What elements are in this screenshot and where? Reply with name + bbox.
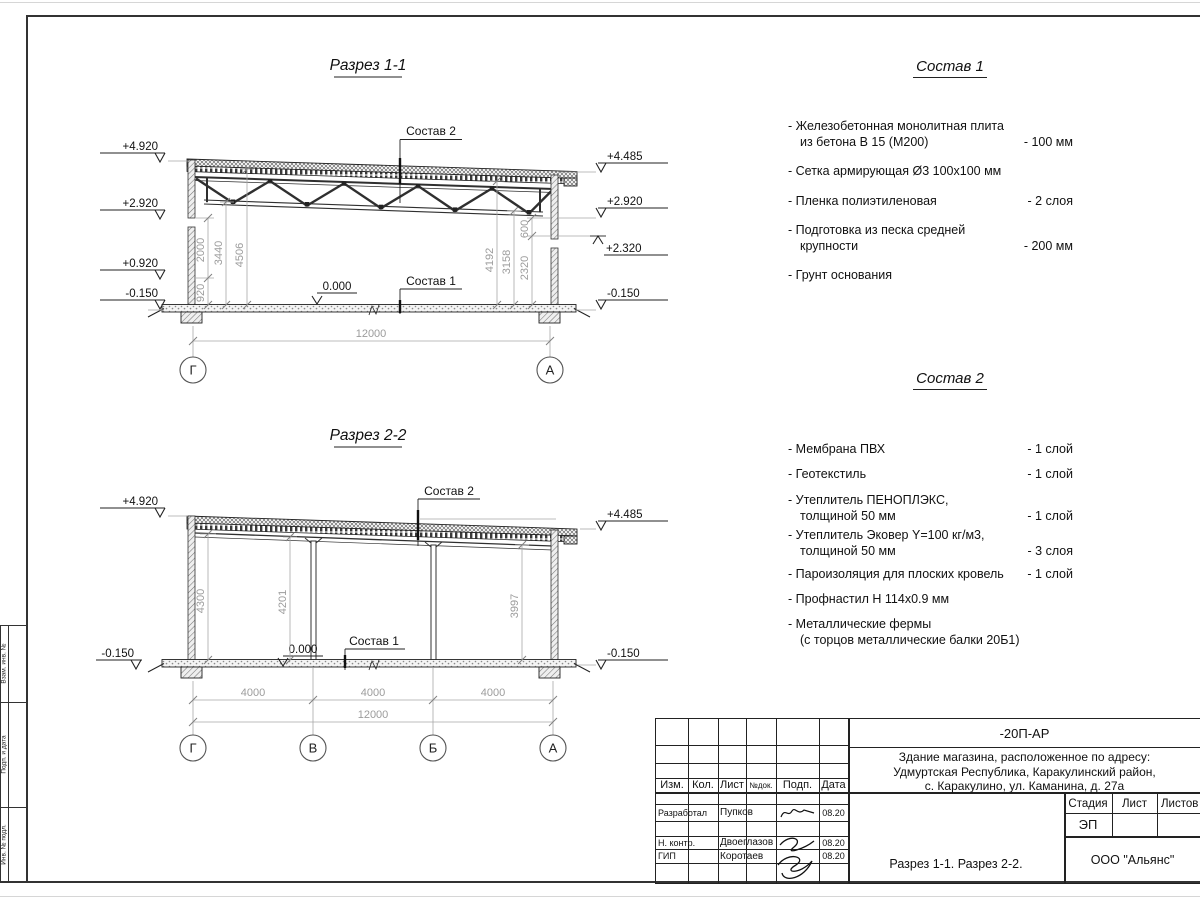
floor (148, 660, 590, 679)
stage-label: Стадия (1068, 797, 1108, 810)
section-2-2 (96, 427, 668, 761)
name-developer: Пупков (720, 807, 753, 818)
list-item: - Профнастил Н 114х0.9 мм (788, 592, 950, 606)
footing-left (181, 312, 202, 323)
axis-label: В (308, 740, 318, 756)
col-izm: Изм. (660, 779, 684, 791)
floor (148, 305, 590, 324)
title-block (655, 718, 1200, 884)
date-developer: 08.20 (822, 807, 845, 818)
footing-right (539, 312, 560, 323)
role-gip: ГИП (658, 851, 676, 861)
svg-text:12000: 12000 (355, 328, 387, 340)
sostav2-title: Состав 2 (880, 370, 1020, 390)
roof-truss (194, 177, 554, 216)
elevations-right (590, 151, 668, 309)
svg-text:Состав 2: Состав 2 (424, 484, 474, 498)
side-strip-label: Подп. и дата (0, 735, 8, 774)
svg-text:+4.920: +4.920 (122, 496, 158, 508)
roof-edge-cap (564, 536, 577, 544)
dim-bottom (180, 668, 566, 761)
elevations-right (578, 509, 668, 669)
svg-text:4192: 4192 (484, 247, 496, 273)
svg-text:Состав 1: Состав 1 (406, 274, 456, 288)
svg-text:-0.150: -0.150 (607, 648, 640, 660)
document-code: -20П-АР (999, 725, 1050, 741)
axis-label: Г (189, 740, 197, 756)
footing-right (539, 667, 560, 678)
dim-texts-vertical (195, 220, 531, 302)
svg-text:+2.920: +2.920 (607, 196, 643, 208)
svg-text:2320: 2320 (519, 255, 531, 281)
svg-text:600: 600 (519, 219, 531, 239)
list-item: - Пароизоляция для плоских кровель - 1 слой (788, 567, 1073, 581)
list-item: - Геотекстиль - 1 слой (788, 467, 1073, 481)
svg-text:Состав 2: Состав 2 (406, 124, 456, 138)
svg-text:-0.150: -0.150 (125, 288, 158, 300)
project-description: Здание магазина, расположенное по адресу: Удмуртская Республика, Каракулинский район, с. Каракулино, ул. Каманина, д. 27а (893, 750, 1156, 793)
list-item: - Грунт основания (788, 268, 893, 282)
list-item: - Утеплитель Эковер Y=100 кг/м3, толщиной 50 мм - 3 слоя (788, 528, 1073, 558)
signature-approvers (774, 831, 822, 883)
company-name: ООО "Альянс" (1090, 852, 1175, 867)
list-item: - Подготовка из песка средней крупности - 200 мм (788, 223, 1073, 253)
zero-level-mark (312, 281, 357, 304)
svg-text:+2.920: +2.920 (122, 198, 158, 210)
date-ncontrol: 08.20 (822, 837, 845, 848)
list-item: - Мембрана ПВХ - 1 слой (788, 442, 1073, 456)
name-ncontrol: Двоеглазов (720, 837, 774, 848)
svg-text:3440: 3440 (213, 240, 225, 266)
axis-label: Б (428, 740, 438, 756)
svg-text:0.000: 0.000 (288, 644, 318, 656)
list-item: - Металлические фермы (с торцов металлические балки 20Б1) (788, 617, 1020, 647)
axis-label: Г (189, 362, 197, 378)
footing-left (181, 667, 202, 678)
role-developer: Разработал (658, 807, 707, 818)
date-gip: 08.20 (822, 851, 845, 861)
item-text2: из бетона В 15 (М200) (800, 135, 929, 149)
col-ndok: №док. (749, 780, 773, 790)
dim-bottom (180, 326, 563, 383)
dim-texts-vertical (195, 589, 521, 618)
list-item (788, 118, 1073, 150)
section-1-1 (100, 57, 668, 383)
list-item: - Сетка армирующая Ø3 100х100 мм (788, 164, 1002, 178)
section-2-2-title: Разрез 2-2 (329, 427, 407, 444)
list-item: - Утеплитель ПЕНОПЛЭКС, толщиной 50 мм - 1 слой (788, 493, 1073, 523)
col-kol: Кол. (692, 779, 714, 791)
svg-text:4300: 4300 (195, 588, 207, 614)
elevations-left (100, 141, 165, 309)
sheet-label: Лист (1122, 797, 1147, 810)
axis-label: А (548, 740, 558, 756)
svg-text:-0.150: -0.150 (101, 648, 134, 660)
svg-text:4506: 4506 (234, 242, 246, 268)
list-item: - Пленка полиэтиленовая - 2 слоя (788, 194, 1073, 208)
svg-text:+2.320: +2.320 (606, 243, 642, 255)
col-list: Лист (720, 779, 744, 791)
svg-text:4000: 4000 (480, 687, 506, 699)
svg-text:-0.150: -0.150 (607, 288, 640, 300)
svg-text:+4.485: +4.485 (607, 509, 643, 521)
roof-edge-cap (564, 178, 577, 186)
col-podp: Подп. (782, 779, 813, 791)
axis-label: А (545, 362, 555, 378)
svg-text:0.000: 0.000 (322, 281, 352, 293)
svg-text:+4.485: +4.485 (607, 151, 643, 163)
stage-value: ЭП (1078, 817, 1098, 832)
side-strip-label: Взам. инв. № (0, 643, 8, 684)
name-gip: Коротаев (720, 850, 764, 862)
sheet-title: Разрез 1-1. Разрез 2-2. (889, 857, 1023, 871)
svg-text:4000: 4000 (360, 687, 386, 699)
svg-text:4000: 4000 (240, 687, 266, 699)
svg-text:2000: 2000 (195, 237, 207, 263)
section-1-1-title: Разрез 1-1 (329, 57, 407, 74)
svg-text:+4.920: +4.920 (122, 141, 158, 153)
col-data: Дата (821, 779, 846, 791)
elevations-left (96, 496, 165, 669)
svg-text:12000: 12000 (357, 709, 389, 721)
svg-text:920: 920 (195, 283, 207, 303)
side-strip-label: Инв. № подл. (0, 824, 8, 865)
svg-text:3997: 3997 (509, 593, 521, 619)
svg-text:Состав 1: Состав 1 (349, 634, 399, 648)
signature-developer (778, 805, 818, 821)
svg-text:4201: 4201 (277, 589, 289, 615)
item-text: - Железобетонная монолитная плита (788, 119, 1004, 133)
sheets-label: Листов (1161, 797, 1199, 810)
sostav1-title: Состав 1 (880, 58, 1020, 78)
item-value: - 100 мм (1023, 135, 1073, 149)
svg-text:+0.920: +0.920 (122, 258, 158, 270)
role-ncontrol: Н. контр. (658, 837, 696, 848)
svg-text:3158: 3158 (501, 249, 513, 275)
frame-side-strip (0, 625, 27, 882)
